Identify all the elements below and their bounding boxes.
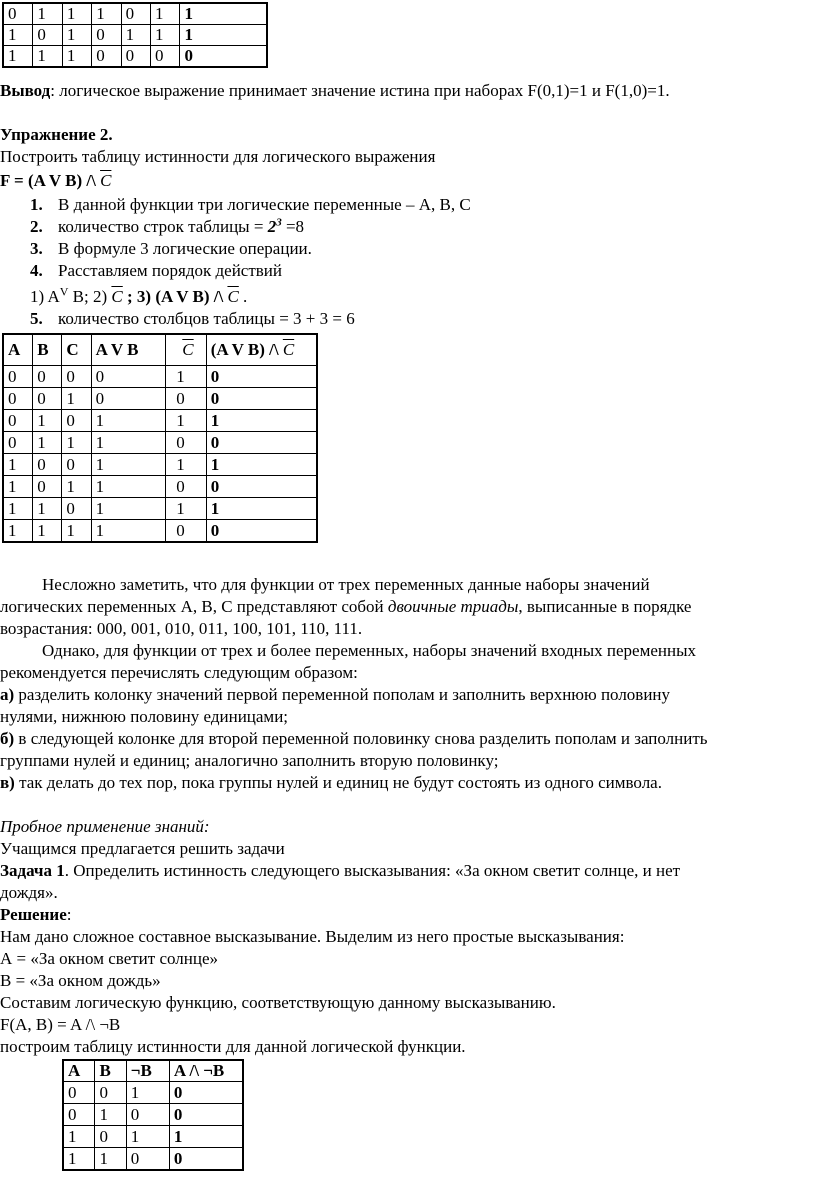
table-cell: 0 [169,1148,243,1171]
exercise-formula [0,170,111,192]
step-2 [30,216,304,238]
table-cell: 0 [95,1082,126,1104]
step-text: Расставляем порядок действий [58,261,282,280]
conclusion-text: : логическое выражение принимает значение истина при наборах F(0,1)=1 и F(1,0)=1. [50,81,670,100]
table-header-row [3,334,317,366]
table-cell: 0 [92,46,121,68]
table-cell: 1 [166,454,206,476]
table-cell: 1 [62,388,91,410]
formula-prefix: F = (A V B) /\ [0,171,101,190]
table-cell: 1 [62,432,91,454]
table-cell: 1 [92,3,121,25]
table-cell: 0 [91,366,166,388]
table-cell: 1 [3,498,33,520]
step-3 [30,238,312,260]
table-cell: 1 [95,1104,126,1126]
order-part-1: 1) A [30,287,60,306]
table-row [3,520,317,543]
table-cell: 1 [180,25,267,46]
step-text: В данной функции три логические переменные – А, В, С [58,195,471,214]
table-row [63,1082,243,1104]
table-cell: 1 [91,410,166,432]
exercise-title: Упражнение 2. [0,125,113,144]
table-cell: 1 [91,498,166,520]
solution-line6: построим таблицу истинности для данной логической функции. [0,1037,466,1056]
table-cell: 1 [33,432,62,454]
table-cell: 0 [33,25,62,46]
solution-heading [0,904,71,926]
task-truth-table [62,1059,244,1171]
table-cell: 1 [206,454,317,476]
trial-heading: Пробное применение знаний: [0,817,210,836]
table-cell: 0 [33,454,62,476]
table-cell: 0 [62,366,91,388]
main-truth-table [2,333,318,543]
table-row [3,25,267,46]
table-header-cell [166,334,206,366]
table-cell: 1 [62,46,91,68]
para1-text: логических переменных А, В, С представляют собой [0,597,388,616]
order-negated-var: $\overline{C}$ [227,287,239,306]
table-cell: 0 [151,46,180,68]
table-cell: 1 [126,1126,169,1148]
table-cell: 1 [62,3,91,25]
table-header-cell: C [62,334,91,366]
task-line2: дождя». [0,883,58,902]
table-cell: 1 [62,520,91,543]
solution-line3: В = «За окном дождь» [0,971,161,990]
trial-intro: Учащимся предлагается решить задачи [0,839,285,858]
table-cell: 0 [33,366,62,388]
table-cell: 0 [3,388,33,410]
table-header-cell: B [95,1060,126,1082]
step-number: 4. [30,261,43,280]
list-label: а) [0,685,15,704]
table-cell: 0 [3,366,33,388]
table-cell: 0 [3,432,33,454]
table-cell: 0 [206,366,317,388]
table-cell: 0 [62,454,91,476]
list-label: в) [0,773,15,792]
table-cell: 1 [3,454,33,476]
table-cell: 0 [169,1082,243,1104]
table-cell: 1 [91,454,166,476]
list-item-a-cont: нулями, нижнюю половину единицами; [0,707,289,726]
table-cell: 0 [3,410,33,432]
table-cell: 1 [91,520,166,543]
table-cell: 0 [206,388,317,410]
table-cell: 0 [3,3,33,25]
table-row [3,46,267,68]
table-cell: 0 [92,25,121,46]
table-row [63,1126,243,1148]
table-cell: 0 [180,46,267,68]
solution-colon: : [66,905,72,924]
list-item-c [0,772,662,794]
table-header-cell: A [3,334,33,366]
task-line1 [0,860,680,882]
table-row [3,410,317,432]
step-text-end: =8 [281,217,305,236]
list-item-b-cont: группами нулей и единиц; аналогично заполнить вторую половинку; [0,751,499,770]
solution-line1: Нам дано сложное составное высказывание. Выделим из него простые высказывания: [0,927,625,946]
table-cell: 1 [33,3,62,25]
table-cell: 1 [33,520,62,543]
list-text: разделить колонку значений первой переменной пополам и заполнить верхнюю половину [14,685,671,704]
step-number: 3. [30,239,43,258]
order-part-3: ; 3) (A V B) /\ [122,287,228,306]
table-cell: 1 [151,25,180,46]
table-cell: 0 [206,476,317,498]
para1-line3: возрастания: 000, 001, 010, 011, 100, 101, 110, 111. [0,619,363,638]
table-row [3,498,317,520]
conclusion-line [0,80,670,102]
para1-italic: двоичные триады [387,597,519,616]
table-cell: 1 [63,1148,95,1171]
para2-line2: рекомендуется перечислять следующим образом: [0,663,358,682]
table-cell: 0 [95,1126,126,1148]
para1-line1: Несложно заметить, что для функции от трех переменных данные наборы значений [42,575,650,594]
table-cell: 1 [95,1148,126,1171]
table-cell: 1 [91,476,166,498]
table-cell: 1 [180,3,267,25]
table-cell: 1 [3,25,33,46]
table-cell: 1 [63,1126,95,1148]
formula-negated-var: $\overline{C}$ [100,171,112,190]
table-cell: 1 [166,498,206,520]
table-cell: 1 [206,410,317,432]
table-row [3,366,317,388]
solution-label: Решение [0,905,67,924]
table-cell: 0 [62,410,91,432]
table-cell: 0 [33,388,62,410]
negated-var: $\overline{C}$ [182,340,194,359]
step-text: количество столбцов таблицы = 3 + 3 = 6 [58,309,355,328]
table-row [3,3,267,25]
table-row [63,1104,243,1126]
table-header-row [63,1060,243,1082]
table-cell: 0 [91,388,166,410]
table-header-cell: (A V B) /\ $\overline{C}$ [206,334,317,366]
para2-line1: Однако, для функции от трех и более переменных, наборы значений входных переменных [42,641,697,660]
table-header-cell: A [63,1060,95,1082]
table-row [3,454,317,476]
task-label: Задача 1 [0,861,65,880]
solution-formula: F(A, B) = A /\ ¬B [0,1015,121,1034]
table-cell: 0 [62,498,91,520]
list-item-a [0,684,670,706]
table-cell: 0 [166,388,206,410]
table-cell: 1 [33,410,62,432]
table-cell: 1 [91,432,166,454]
table-cell: 0 [169,1104,243,1126]
list-text: в следующей колонке для второй переменной половинку снова разделить пополам и заполнить [14,729,708,748]
table-cell: 1 [33,46,62,68]
table-cell: 1 [169,1126,243,1148]
table-cell: 0 [126,1104,169,1126]
exercise-task: Построить таблицу истинности для логического выражения [0,147,436,166]
list-item-b [0,728,708,750]
step-4 [30,260,282,282]
table-cell: 0 [121,46,150,68]
step-number: 2. [30,217,43,236]
para1-text-end: , выписанные в порядке [518,597,692,616]
table-cell: 0 [166,520,206,543]
table-row [63,1148,243,1171]
table-header-cell: ¬B [126,1060,169,1082]
step-number: 5. [30,309,43,328]
table-cell: 1 [151,3,180,25]
table-cell: 1 [62,25,91,46]
table-cell: 1 [62,476,91,498]
table-cell: 0 [121,3,150,25]
table-cell: 0 [206,520,317,543]
table-cell: 0 [206,432,317,454]
para1-line2 [0,596,691,618]
table-row [3,432,317,454]
order-part-2: B; 2) [68,287,112,306]
table-cell: 0 [63,1104,95,1126]
step-number: 1. [30,195,43,214]
table-cell: 0 [166,476,206,498]
solution-line2: А = «За окном светит солнце» [0,949,218,968]
table-header-cell: A V B [91,334,166,366]
table-cell: 1 [166,366,206,388]
power-exponent: 3 [276,216,282,229]
table-cell: 1 [121,25,150,46]
table-cell: 1 [126,1082,169,1104]
table-row [3,388,317,410]
table-cell: 1 [166,410,206,432]
power-base: 2 [267,217,277,236]
or-operator: V [59,284,69,299]
table-cell: 0 [126,1148,169,1171]
order-of-operations [30,286,247,308]
conclusion-label: Вывод [0,81,51,100]
step-5 [30,308,355,330]
table-cell: 1 [33,498,62,520]
order-part-4: . [238,287,248,306]
table-cell: 1 [206,498,317,520]
task-text: . Определить истинность следующего высказывания: «За окном светит солнце, и нет [64,861,681,880]
negated-var: $\overline{C}$ [282,340,295,359]
table-header-cell: B [33,334,62,366]
step-text: В формуле 3 логические операции. [58,239,312,258]
table-cell: 1 [3,46,33,68]
table-cell: 1 [3,476,33,498]
list-text: так делать до тех пор, пока группы нулей и единиц не будут состоять из одного символа. [14,773,662,792]
table-row [3,476,317,498]
list-label: б) [0,729,15,748]
table-cell: 0 [166,432,206,454]
step-1 [30,194,471,216]
solution-line4: Составим логическую функцию, соответствующую данному высказыванию. [0,993,556,1012]
table-cell: 0 [33,476,62,498]
step-text: количество строк таблицы = [58,217,268,236]
table-cell: 0 [63,1082,95,1104]
table-header-cell: A /\ ¬B [169,1060,243,1082]
top-truth-table [2,2,268,68]
table-cell: 1 [3,520,33,543]
order-negated-var: $\overline{C}$ [111,287,123,306]
